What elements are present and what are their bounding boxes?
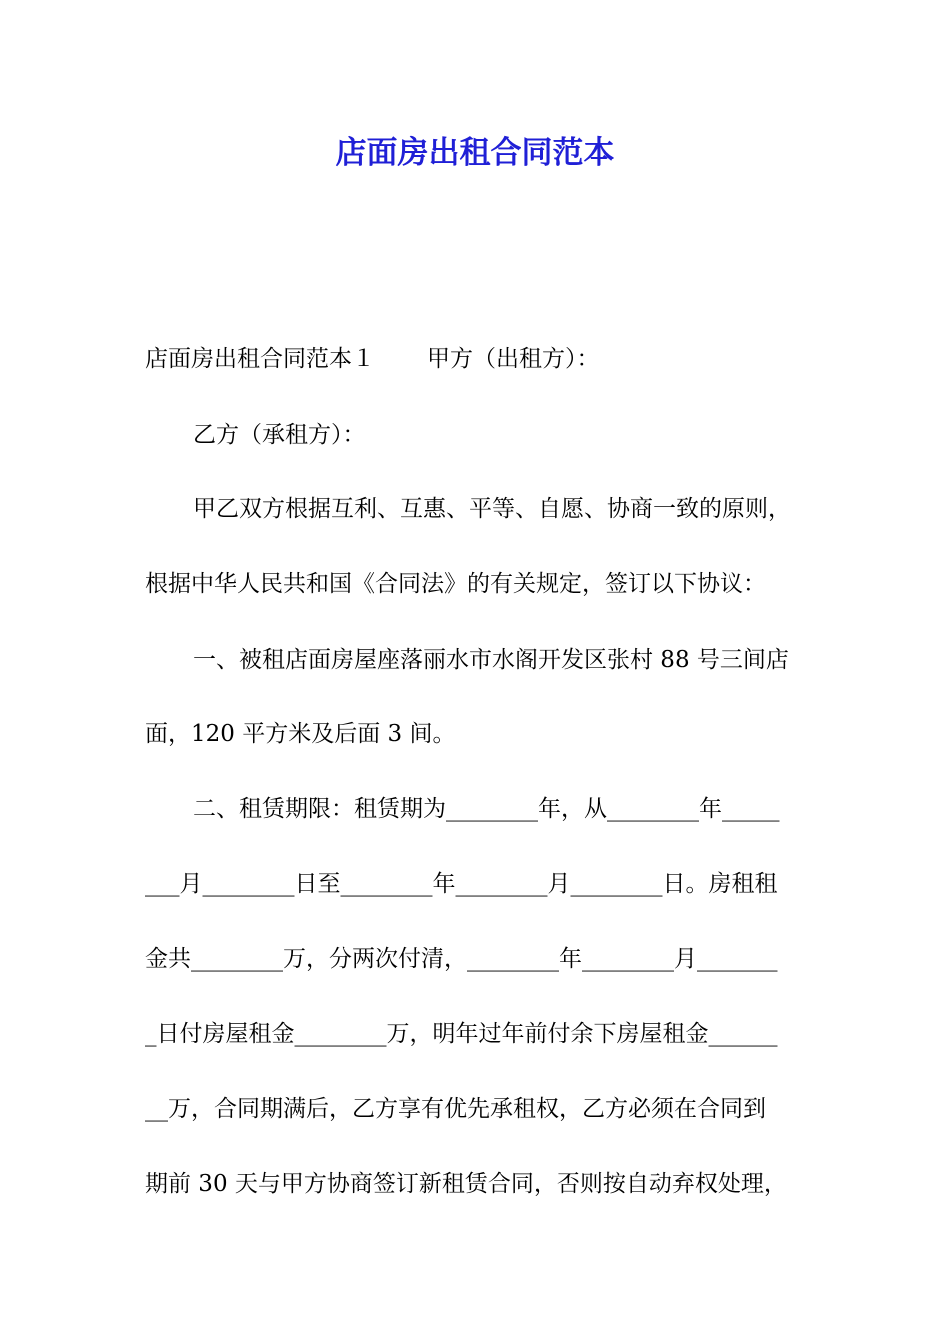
contract-heading: 店面房出租合同范本１ — [145, 346, 375, 372]
text-line-11: __万，合同期满后，乙方享有优先承租权，乙方必须在合同到 — [145, 1096, 766, 1122]
text-line-6: 面，120 平方米及后面 3 间。 — [145, 721, 456, 747]
text-line-7: 二、租赁期限：租赁期为________年，从________年_____ — [193, 796, 780, 822]
text-line-1 — [145, 343, 810, 375]
text-line-9: 金共________万，分两次付清，________年________月_______ — [145, 946, 778, 972]
text-line-8: ___月________日至________年________月________日。房租租 — [145, 871, 778, 897]
text-line-4: 根据中华人民共和国《合同法》的有关规定，签订以下协议： — [145, 571, 766, 597]
document-title: 店面房出租合同范本 — [335, 135, 615, 171]
text-line-10: _日付房屋租金________万，明年过年前付余下房屋租金______ — [145, 1021, 778, 1047]
text-line-12: 期前 30 天与甲方协商签订新租赁合同，否则按自动弃权处理， — [145, 1171, 787, 1197]
party-a-label: 甲方（出租方）： — [427, 346, 600, 372]
party-b-label: 乙方（承租方）： — [193, 422, 366, 448]
text-line-5: 一、被租店面房屋座落丽水市水阁开发区张村 88 号三间店 — [193, 647, 789, 673]
text-line-3: 甲乙双方根据互利、互惠、平等、自愿、协商一致的原则， — [193, 496, 791, 522]
